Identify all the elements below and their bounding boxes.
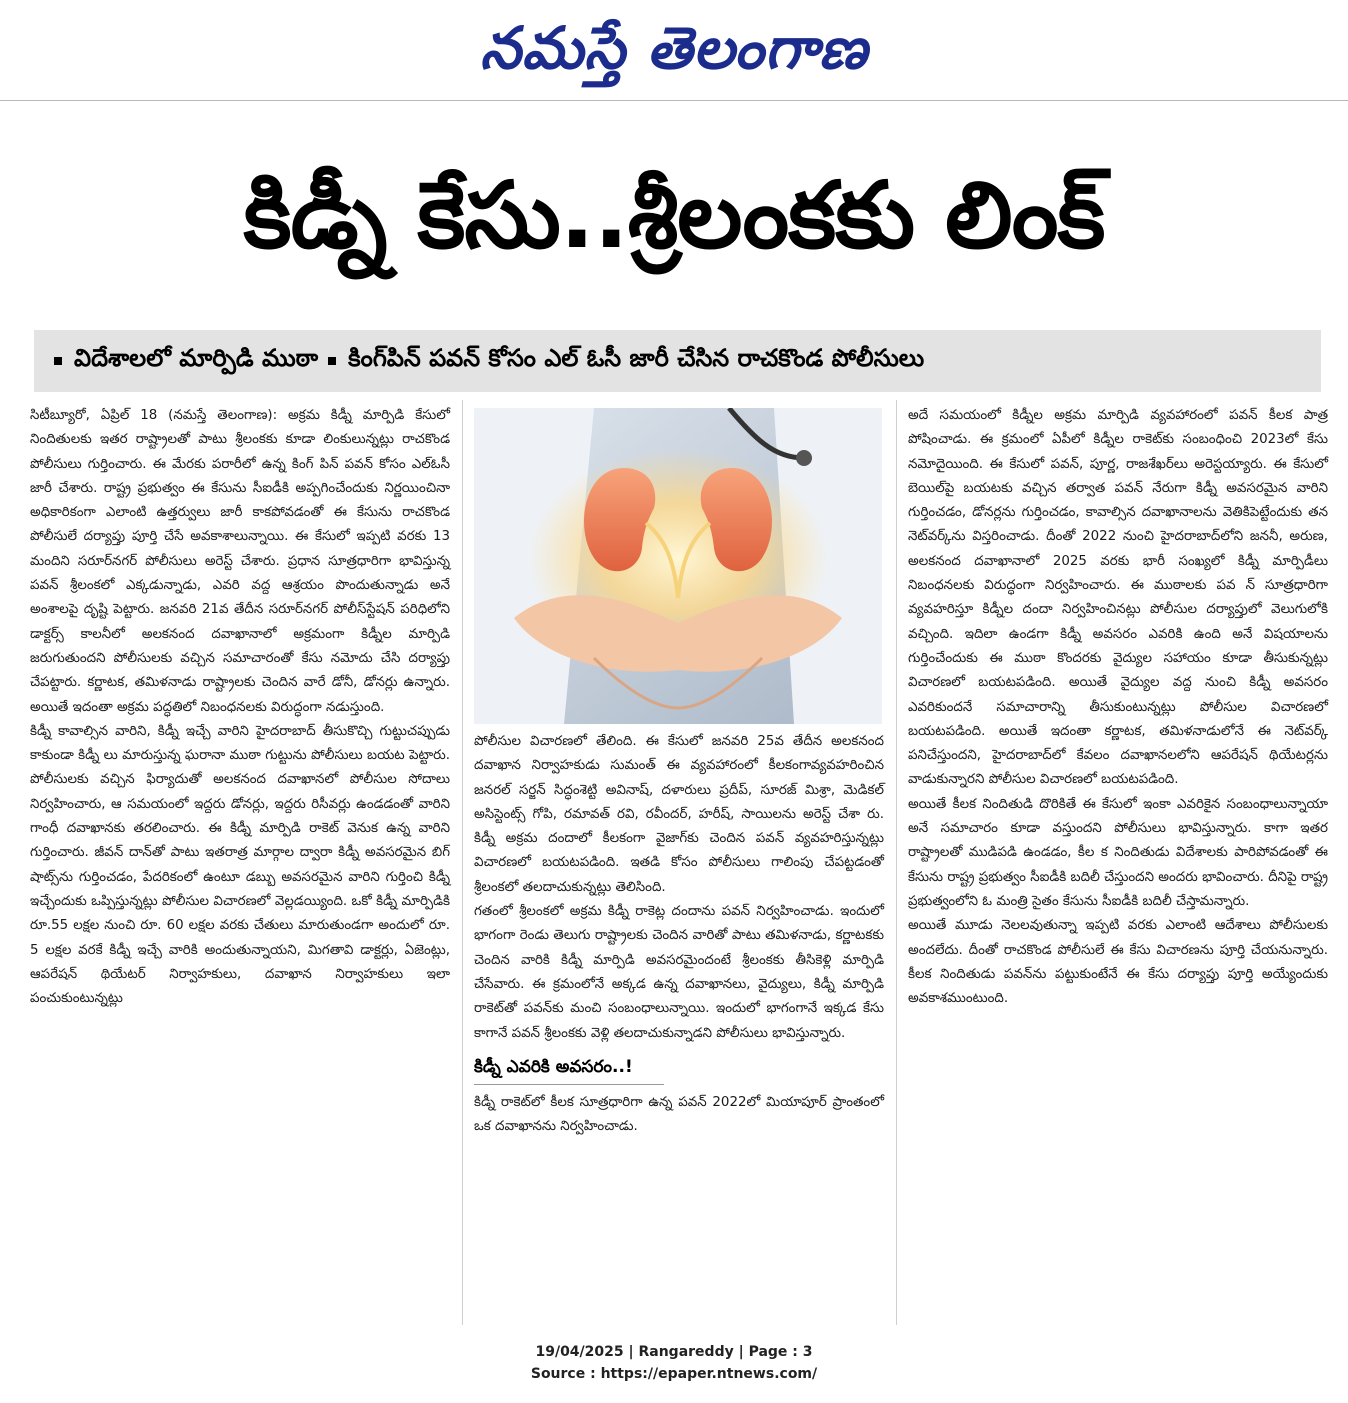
deck-item: కింగ్‌పిన్ పవన్ కోసం ఎల్ ఓసీ జారీ చేసిన రాచకొండ పోలీసులు [348, 344, 925, 372]
deck-bar [34, 330, 1321, 392]
subheading-rule [474, 1084, 664, 1085]
paragraph: సిటీబ్యూరో, ఏప్రిల్ 18 (నమస్తే తెలంగాణ): అక్రమ కిడ్నీ మార్పిడి కేసులో నిందితులకు ఇతర రాష్ట్రాలతో పాటు శ్రీలంకకు కూడా లింకులున్నట్లు రాచకొండ పోలీసులు గుర్తించారు. ఈ మేరకు పరారీలో ఉన్న కింగ్ పిన్ పవన్ కోసం ఎల్‌ఓసీ జారీ చేశారు. రాష్ట్ర ప్రభుత్వం ఈ కేసును సీఐడీకి అప్పగించేందుకు నిర్ణయించినా అధికారికంగా ఎలాంటి ఉత్తర్వులు జారీ కాకపోవడంతో ఈ కేసును రాచకొండ పోలీసులే దర్యాప్తు పూర్తి చేసే అవకాశాలున్నాయి. ఈ కేసులో ఇప్పటి వరకు 13 మందిని సరూర్‌నగర్ పోలీసులు అరెస్ట్ చేశారు. ప్రధాన సూత్రధారిగా భావిస్తున్న పవన్ శ్రీలంకలో ఎక్కడున్నాడు, ఎవరి వద్ద ఆశ్రయం పొందుతున్నాడు అనే అంశాలపై దృష్టి పెట్టారు. జనవరి 21వ తేదీన సరూర్‌నగర్ పోలీస్‌స్టేషన్ పరిధిలోని డాక్టర్స్ కాలనీలో అలకనంద దవాఖానాలో అక్రమంగా కిడ్నీల మార్పిడి జరుగుతుందని పోలీసులకు వచ్చిన సమాచారంతో కేసు నమోదు చేసి దర్యాప్తు చేపట్టారు. కర్ణాటక, తమిళనాడు రాష్ట్రాలకు చెందిన వారే డోనీ, డోనర్లు ఉన్నారు. అయితే ఇదంతా అక్రమ పద్ధతిలో నిబంధనలకు విరుద్ధంగా నడుస్తుంది. [30, 408, 450, 715]
article-column-1 [30, 404, 450, 1011]
masthead-divider [0, 100, 1348, 101]
deck-item: విదేశాలలో మార్పిడి ముఠా [74, 344, 319, 372]
bullet-icon [54, 357, 62, 365]
footer-date-line: 19/04/2025 | Rangareddy | Page : 3 [535, 1344, 813, 1360]
paragraph: అయితే కీలక నిందితుడి దొరికితే ఈ కేసులో ఇంకా ఎవరికైన సంబంధాలున్నాయా అనే సమాచారం కూడా వస్తుందని పోలీసులు భావిస్తున్నారు. కాగా ఇతర రాష్ట్రాలతో ముడిపడి ఉండడం, కీల క నిందితుడు విదేశాలకు పారిపోవడంతో ఈ కేసును రాష్ట్ర ప్రభుత్వం సీఐడీకి బదిలీ చేస్తుందని అందరు భావించారు. దీనిపై రాష్ట్ర ప్రభుత్వంలోని ఓ మంత్రి సైతం కేసును సీఐడీకి బదిలీ చేస్తామన్నారు. [908, 796, 1328, 909]
article-column-2 [474, 730, 884, 1139]
paragraph: పోలీసుల విచారణలో తేలింది. ఈ కేసులో జనవరి 25వ తేదీన అలకనంద దవాఖాన నిర్వాహకుడు సుమంత్ ఈ వ్యవహారంలో కీలకంగావ్యవహరించిన జనరల్ సర్జన్ సిద్ధంశెట్టి అవినాష్, దళారులు ప్రదీప్, సూరజ్ మిశ్రా, మెడికల్ అసిస్టెంట్స్ గోపి, రమావత్ రవి, రవీందర్, హరీష్, సాయిలను అరెస్ట్ చేశా రు. కిడ్నీ అక్రమ దందాలో కీలకంగా వైజాగ్‌కు చెందిన పవన్ వ్యవహరిస్తున్నట్లు విచారణలో బయటపడింది. ఇతడి కోసం పోలీసులు గాలింపు చేపట్టడంతో శ్రీలంకలో తలదాచుకున్నట్లు తెలిసింది. [474, 734, 884, 895]
paragraph: కిడ్నీ కావాల్సిన వారిని, కిడ్నీ ఇచ్చే వారిని హైదరాబాద్ తీసుకొచ్చి గుట్టుచప్పుడు కాకుండా కిడ్నీ లు మారుస్తున్న ఘరానా ముఠా గుట్టును పోలీసులు బయట పెట్టారు. పోలీసులకు వచ్చిన ఫిర్యాదుతో అలకనంద దవాఖానలో పోలీసుల సోదాలు నిర్వహించారు, ఆ సమయంలో ఇద్దరు డోనర్లు, ఇద్దరు రిసీవర్లు ఉండడంతో వారిని గాంధీ దవాఖానకు తరలించారు. ఈ కిడ్నీ మార్పిడి రాకెట్ వెనుక ఉన్న వారిని గుర్తించారు. జీవన్ దాన్‌తో పాటు ఇతరాత్ర మార్గాల ద్వారా కిడ్నీ అవసరమైన బిగ్ షాట్స్‌ను గుర్తించడం, పేదరికంలో ఉంటూ డబ్బు అవసరమైన వారిని గుర్తించి కిడ్నీ ఇచ్చేందుకు ఒప్పిస్తున్నట్లు పోలీసుల విచారణలో వెల్లడయ్యింది. ఒకో కిడ్నీ మార్పిడికి రూ.55 లక్షల నుంచి రూ. 60 లక్షల వరకు చేతులు మారుతుండగా అందులో రూ. 5 లక్షల వరకే కిడ్నీ ఇచ్చే వారికి అందుతున్నాయని, మిగతావి డాక్టర్లు, ఏజెంట్లు, ఆపరేషన్ థియేటర్ నిర్వాహకులు, దవాఖాన నిర్వాహకులు ఇలా పంచుకుంటున్నట్లు [30, 723, 450, 1007]
subheading: కిడ్నీ ఎవరికి అవసరం..! [474, 1056, 633, 1077]
article-column-3 [908, 404, 1328, 1011]
paragraph: అయితే మూడు నెలలవుతున్నా ఇప్పటి వరకు ఎలాంటి ఆదేశాలు పోలీసులకు అందలేదు. దీంతో రాచకొండ పోలీసులే ఈ కేసు విచారణను పూర్తి చేయనున్నారు. కీలక నిందితుడు పవన్‌ను పట్టుకుంటేనే ఈ కేసు దర్యాప్తు పూర్తి అయ్యేందుకు అవకాశముంటుంది. [908, 918, 1328, 1007]
column-divider [896, 400, 897, 1325]
bullet-icon [328, 357, 336, 365]
column-divider [462, 400, 463, 1325]
paragraph: గతంలో శ్రీలంకలో అక్రమ కిడ్నీ రాకెట్ల దందాను పవన్ నిర్వహించాడు. ఇందులో భాగంగా రెండు తెలుగు రాష్ట్రాలకు చెందిన వారితో పాటు తమిళనాడు, కర్ణాటకకు చెందిన వారికి కిడ్నీ మార్పిడి అవసరమైందంటే శ్రీలంకకు తీసికెళ్లి మార్పిడి చేసేవారు. ఈ క్రమంలోనే అక్కడ ఉన్న దవాఖానలు, వైద్యులు, కిడ్నీ మార్పిడి రాకెట్‌తో పవన్‌కు మంచి సంబంధాలున్నాయి. ఇందులో భాగంగానే ఇక్కడ కేసు కాగానే పవన్ శ్రీలంకకు వెళ్లి తలదాచుకున్నాడని పోలీసులు భావిస్తున్నారు. [474, 904, 884, 1041]
paragraph: కిడ్నీ రాకెట్‌లో కీలక సూత్రధారిగా ఉన్న పవన్ 2022లో మియాపూర్ ప్రాంతంలో ఒక దవాఖానను నిర్వహించాడు. [474, 1094, 884, 1135]
paragraph: అదే సమయంలో కిడ్నీల అక్రమ మార్పిడి వ్యవహారంలో పవన్ కీలక పాత్ర పోషించాడు. ఈ క్రమంలో ఏపీలో కిడ్నీల రాకెట్‌కు సంబంధించి 2023లో కేసు నమోదైయింది. ఈ కేసులో పవన్, పూర్ణ, రాజశేఖర్‌లు అరెస్టయ్యారు. ఈ కేసులో బెయిల్‌పై బయటకు వచ్చిన తర్వాత పవన్ నేరుగా కిడ్నీ అవసరమైన వారిని గుర్తించడం, డోనర్లను గుర్తించడం, కావాల్సిన దవాఖానాలను వెతికిపెట్టేందుకు తన నెట్‌వర్క్‌ను విస్తరించాడు. దీంతో 2022 నుంచి హైదరాబాద్‌లోని జననీ, అరుణ, అలకనంద దవాఖానాలో 2025 వరకు భారీ సంఖ్యలో కిడ్నీ మార్పిడీలు నిబంధనలకు విరుద్ధంగా నిర్వహించారు. ఈ ముఠాలకు పవ న్ సూత్రధారిగా వ్యవహరిస్తూ కిడ్నీల దందా నిర్వహించినట్లు పోలీసుల దర్యాప్తులో వెలుగులోకి వచ్చింది. ఇదిలా ఉండగా కిడ్నీ అవసరం ఎవరికి ఉంది అనే విషయాలను గుర్తించేందుకు ఈ ముఠా కొందరకు వైద్యుల సహాయం కూడా తీసుకున్నట్లు విచారణలో బయటపడింది. అయితే వైద్యుల వద్ద నుంచి కిడ్నీ అవసరం ఎవరికుందనే సమాచారాన్ని తీసుకుంటున్నట్లు పోలీసుల విచారణలో బయటపడింది. అయితే ఇదంతా కర్ణాటక, తమిళనాడులోనే ఈ నెట్‌వర్క్ పనిచేస్తుందని, హైదరాబాద్‌లో కేవలం దవాఖానలలోని ఆపరేషన్ థియేటర్లను వాడుకున్నారని పోలీసుల విచారణలో బయటపడింది. [908, 408, 1328, 788]
kidney-hands-photo [474, 408, 882, 724]
page-footer [0, 1341, 1348, 1385]
headline: కిడ్నీ కేసు..శ్రీలంకకు లింక్ [243, 162, 1105, 269]
masthead-logo: నమస్తే తెలంగాణ [480, 14, 868, 82]
footer-source-line: Source : https://epaper.ntnews.com/ [530, 1366, 818, 1382]
